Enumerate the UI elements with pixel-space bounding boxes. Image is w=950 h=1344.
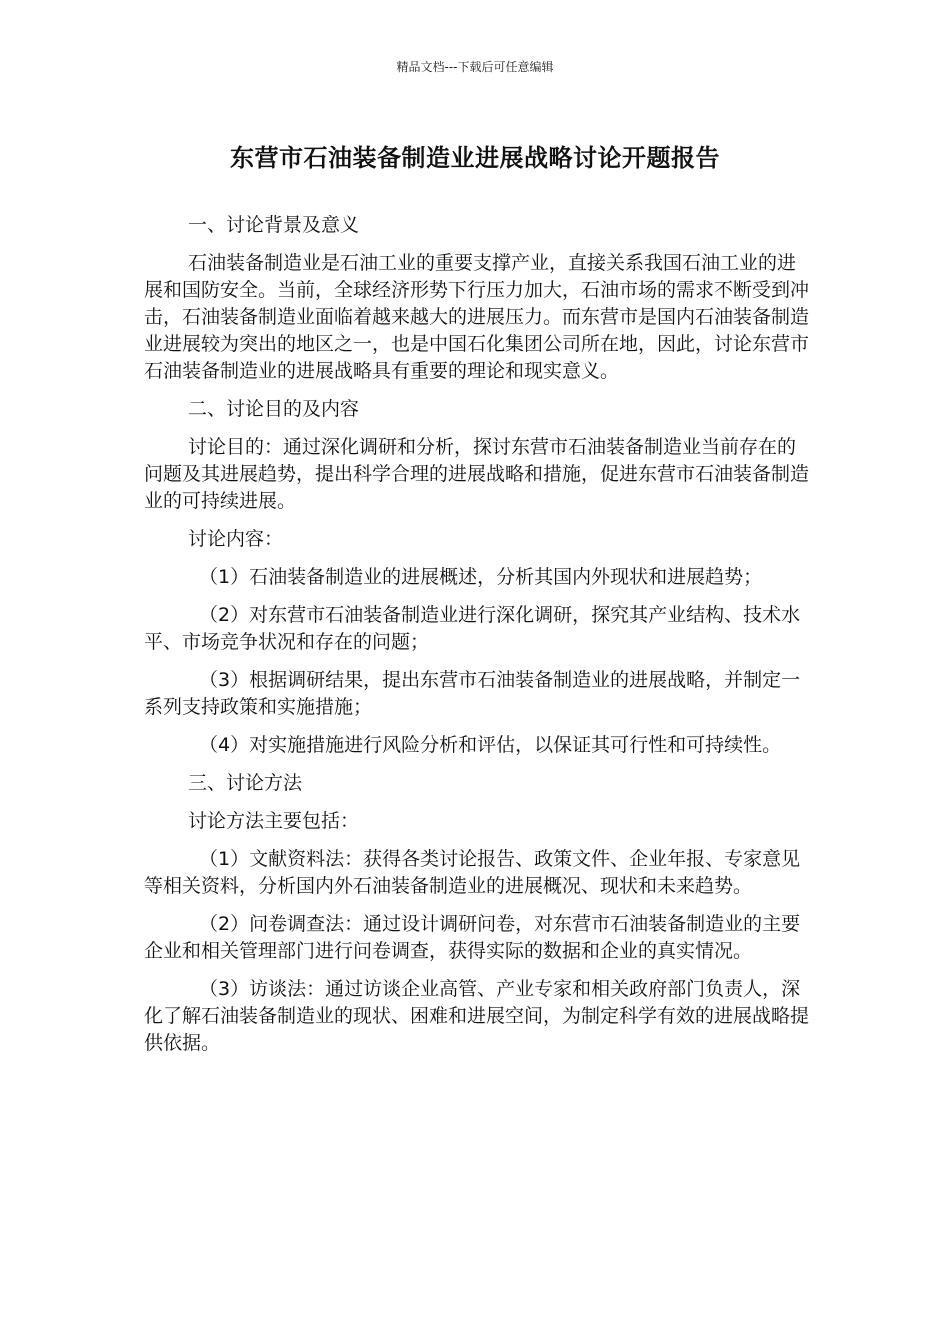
page-header: 精品文档---下载后可任意编辑 <box>396 60 554 74</box>
list-item: （3）根据调研结果，提出东营市石油装备制造业的进展战略，并制定一系列支持政策和实施措施； <box>144 669 801 718</box>
paragraph-purpose: 讨论目的：通过深化调研和分析，探讨东营市石油装备制造业当前存在的问题及其进展趋势，提出科学合理的进展战略和措施，促进东营市石油装备制造业的可持续进展。 <box>144 436 810 512</box>
document-body <box>144 212 809 1068</box>
list-item: （3）访谈法：通过访谈企业高管、产业专家和相关政府部门负责人，深化了解石油装备制造业的现状、困难和进展空间，为制定科学有效的进展战略提供依据。 <box>144 978 810 1054</box>
section-heading-methods: 三、讨论方法 <box>188 772 303 794</box>
paragraph-content-intro: 讨论内容： <box>188 528 284 550</box>
section-heading-background: 一、讨论背景及意义 <box>188 214 360 236</box>
list-item: （1）文献资料法：获得各类讨论报告、政策文件、企业年报、专家意见等相关资料，分析国内外石油装备制造业的进展概况、现状和未来趋势。 <box>144 848 801 897</box>
list-item: （1）石油装备制造业的进展概述，分析其国内外现状和进展趋势； <box>199 566 763 588</box>
paragraph-background: 石油装备制造业是石油工业的重要支撑产业，直接关系我国石油工业的进展和国防安全。当前，全球经济形势下行压力加大，石油市场的需求不断受到冲击，石油装备制造业面临着越来越大的进展压力。而东营市是国内石油装备制造业进展较为突出的地区之一，也是中国石化集团公司所在地，因此，讨论东营市石油装备制造业的进展战略具有重要的理论和现实意义。 <box>144 252 810 382</box>
paragraph-methods-intro: 讨论方法主要包括： <box>188 810 360 832</box>
list-item: （4）对实施措施进行风险分析和评估，以保证其可行性和可持续性。 <box>199 734 782 756</box>
list-item: （2）对东营市石油装备制造业进行深化调研，探究其产业结构、技术水平、市场竞争状况和存在的问题； <box>144 604 801 653</box>
section-heading-purpose: 二、讨论目的及内容 <box>188 398 360 420</box>
document-title: 东营市石油装备制造业进展战略讨论开题报告 <box>230 144 720 172</box>
list-item: （2）问卷调查法：通过设计调研问卷，对东营市石油装备制造业的主要企业和相关管理部门进行问卷调查，获得实际的数据和企业的真实情况。 <box>144 913 801 962</box>
